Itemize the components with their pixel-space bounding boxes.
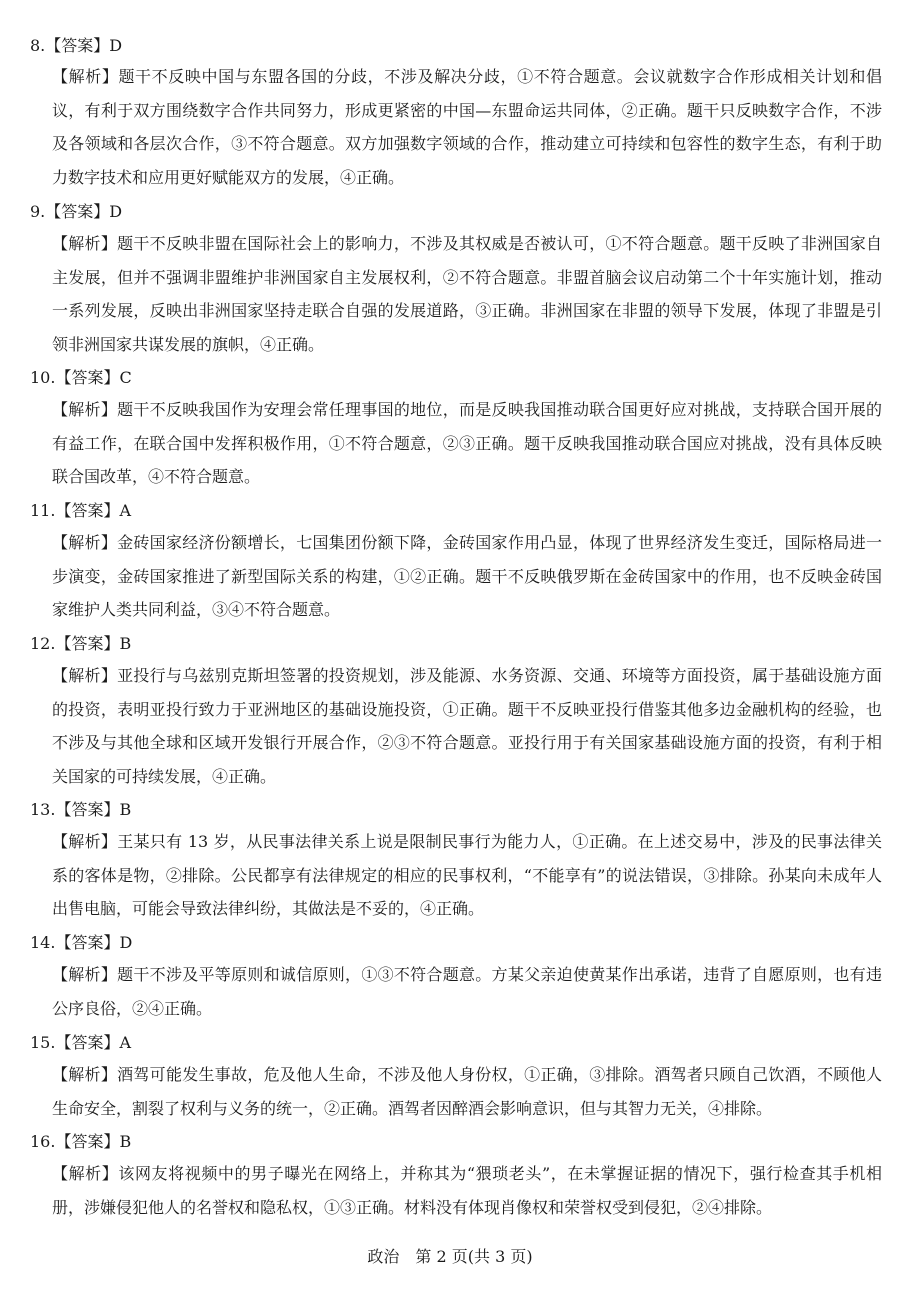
answer-label: 13.【答案】B — [30, 800, 132, 819]
explanation-text: 【解析】题干不反映非盟在国际社会上的影响力，不涉及其权威是否被认可，①不符合题意。题干反映了非洲国家自主发展，但并不强调非盟维护非洲国家自主发展权利，②不符合题意。非盟首脑会议启动第二个十年实施计划，推动一系列发展，反映出非洲国家坚持走联合自强的发展道路，③正确。非洲国家在非盟的领导下发展，体现了非盟是引领非洲国家共谋发展的旗帜，④正确。 — [52, 234, 882, 354]
explanation-text: 【解析】题干不反映我国作为安理会常任理事国的地位，而是反映我国推动联合国更好应对挑战，支持联合国开展的有益工作，在联合国中发挥积极作用，①不符合题意，②③正确。题干反映我国推动联合国应对挑战，没有具体反映联合国改革，④不符合题意。 — [52, 400, 882, 486]
explanation-text: 【解析】该网友将视频中的男子曝光在网络上，并称其为“猥琐老头”，在未掌握证据的情况下，强行检查其手机相册，涉嫌侵犯他人的名誉权和隐私权，①③正确。材料没有体现肖像权和荣誉权受到侵犯，②④排除。 — [52, 1164, 882, 1217]
answer-label: 8.【答案】D — [30, 36, 123, 55]
answer-label: 12.【答案】B — [30, 634, 132, 653]
explanation-text: 【解析】题干不涉及平等原则和诚信原则，①③不符合题意。方某父亲迫使黄某作出承诺，违背了自愿原则，也有违公序良俗，②④正确。 — [52, 965, 882, 1018]
explanation-text: 【解析】题干不反映中国与东盟各国的分歧，不涉及解决分歧，①不符合题意。会议就数字合作形成相关计划和倡议，有利于双方围绕数字合作共同努力，形成更紧密的中国—东盟命运共同体，②正确。题干只反映数字合作，不涉及各领域和各层次合作，③不符合题意。双方加强数字领域的合作，推动建立可持续和包容性的数字生态，有利于助力数字技术和应用更好赋能双方的发展，④正确。 — [52, 67, 882, 187]
explanation-text: 【解析】亚投行与乌兹别克斯坦签署的投资规划，涉及能源、水务资源、交通、环境等方面投资，属于基础设施方面的投资，表明亚投行致力于亚洲地区的基础设施投资，①正确。题干不反映亚投行借鉴其他多边金融机构的经验，也不涉及与其他全球和区域开发银行开展合作，②③不符合题意。亚投行用于有关国家基础设施方面的投资，有利于相关国家的可持续发展，④正确。 — [52, 666, 882, 786]
answer-label: 15.【答案】A — [30, 1033, 132, 1052]
answer-label: 14.【答案】D — [30, 933, 133, 952]
explanation-text: 【解析】酒驾可能发生事故，危及他人生命，不涉及他人身份权，①正确，③排除。酒驾者只顾自己饮酒，不顾他人生命安全，割裂了权利与义务的统一，②正确。酒驾者因醉酒会影响意识，但与其智力无关，④排除。 — [52, 1065, 882, 1118]
explanation-text: 【解析】金砖国家经济份额增长，七国集团份额下降，金砖国家作用凸显，体现了世界经济发生变迁，国际格局进一步演变，金砖国家推进了新型国际关系的构建，①②正确。题干不反映俄罗斯在金砖国家中的作用，也不反映金砖国家维护人类共同利益，③④不符合题意。 — [52, 533, 882, 619]
answer-label: 16.【答案】B — [30, 1132, 132, 1151]
answer-label: 11.【答案】A — [30, 501, 132, 520]
explanation-text: 【解析】王某只有 13 岁，从民事法律关系上说是限制民事行为能力人，①正确。在上述交易中，涉及的民事法律关系的客体是物，②排除。公民都享有法律规定的相应的民事权利，“不能享有”的说法错误，③排除。孙某向未成年人出售电脑，可能会导致法律纠纷，其做法是不妥的，④正确。 — [52, 832, 882, 918]
answer-label: 10.【答案】C — [30, 368, 132, 387]
page-footer: 政治 第 2 页(共 3 页) — [367, 1247, 533, 1266]
answer-label: 9.【答案】D — [30, 202, 123, 221]
